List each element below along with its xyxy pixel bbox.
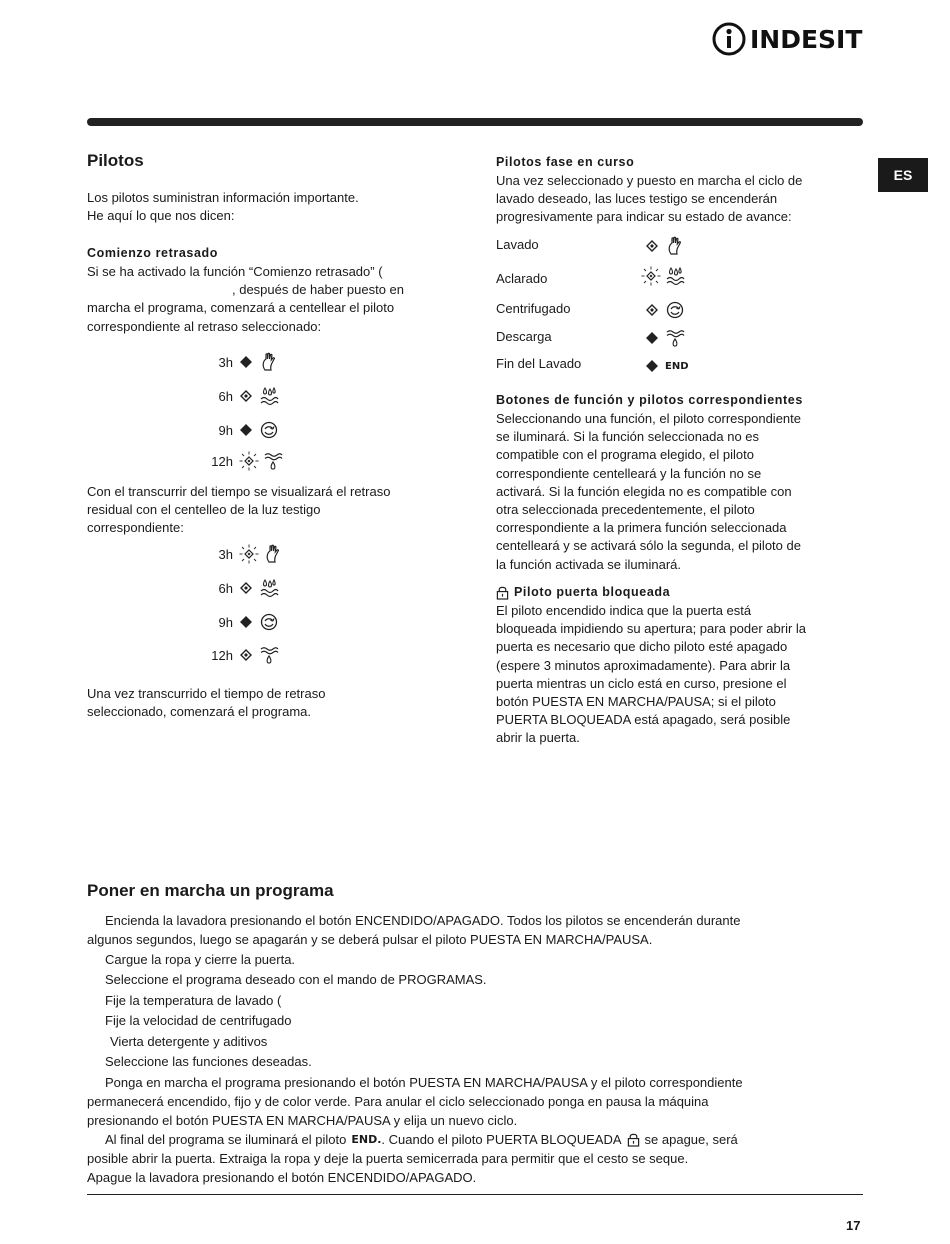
phase-indicator-fin	[645, 359, 689, 373]
delay-line: Si se ha activado la función “Comienzo retrasado” (	[87, 264, 383, 279]
marcha-line: posible abrir la puerta. Extraiga la ropa y deje la puerta semicerrada para permitir que el cesto se seque.	[87, 1151, 689, 1167]
marcha-line: presionando el botón PUESTA EN MARCHA/PAUSA y elija un nuevo ciclo.	[87, 1112, 518, 1128]
residual-text	[87, 483, 457, 538]
drain-icon	[263, 451, 283, 471]
delay-text	[87, 263, 457, 336]
residual-row-12h	[205, 645, 279, 665]
marcha-line-end	[87, 1130, 867, 1150]
buttons-line: compatible con el programa elegido, el piloto	[496, 447, 754, 463]
intro-line: He aquí lo que nos dicen:	[87, 208, 235, 224]
phase-label-descarga: Descarga	[496, 329, 552, 344]
led-off-icon	[239, 581, 253, 595]
residual-row-3h	[205, 544, 283, 564]
buttons-text	[496, 410, 866, 574]
phase-line: progresivamente para indicar su estado de avance:	[496, 209, 792, 225]
delay-row-3h	[205, 352, 279, 372]
buttons-line: Seleccionando una función, el piloto correspondiente	[496, 411, 801, 426]
rinse-icon	[259, 386, 279, 406]
lock-icon	[627, 1132, 640, 1147]
door-line: abrir la puerta.	[496, 730, 580, 746]
delay-row-12h	[205, 451, 283, 471]
phase-indicator-centrifugado	[645, 300, 685, 320]
led-off-icon	[239, 389, 253, 403]
door-lock-title: Piloto puerta bloqueada	[514, 585, 671, 599]
led-blinking-icon	[641, 266, 661, 286]
door-lock-heading	[496, 583, 670, 601]
delay-hour: 6h	[218, 388, 233, 404]
rinse-icon	[665, 266, 685, 286]
door-lock-text	[496, 602, 866, 748]
page-number: 17	[846, 1218, 861, 1233]
residual-row-9h	[205, 612, 279, 632]
led-on-icon	[239, 615, 253, 629]
residual-line: correspondiente:	[87, 520, 184, 536]
phase-indicator-aclarado	[641, 266, 685, 286]
spin-icon	[259, 420, 279, 440]
brand-logo-icon	[712, 22, 746, 56]
phase-label-aclarado: Aclarado	[496, 271, 548, 286]
section-title-marcha: Poner en marcha un programa	[87, 881, 334, 900]
lock-icon	[496, 585, 509, 600]
delay-line: correspondiente al retraso seleccionado:	[87, 318, 322, 334]
spin-icon	[665, 300, 685, 320]
door-line: bloqueada impidiendo su apertura; para poder abrir la	[496, 621, 807, 637]
delay-hour: 6h	[218, 580, 233, 596]
marcha-line: Seleccione las funciones deseadas.	[105, 1054, 312, 1070]
end-icon: END	[665, 360, 689, 372]
end-delay-line: Una vez transcurrido el tiempo de retraso	[87, 686, 326, 701]
drain-icon	[259, 645, 279, 665]
delay-row-9h	[205, 420, 279, 440]
rinse-icon	[259, 578, 279, 598]
marcha-line-part: Al final del programa se iluminará el piloto	[105, 1131, 347, 1147]
buttons-line: la función activada se iluminará.	[496, 556, 681, 572]
door-line: PUERTA BLOQUEADA está apagado, será posible	[496, 712, 791, 728]
delay-hour: 12h	[211, 453, 233, 469]
end-icon: END.	[351, 1132, 382, 1146]
led-blinking-icon	[239, 451, 259, 471]
marcha-line: Seleccione el programa deseado con el mando de PROGRAMAS.	[105, 972, 487, 988]
led-on-icon	[645, 359, 659, 373]
phase-label-fin: Fin del Lavado	[496, 356, 582, 371]
bottom-divider	[87, 1194, 863, 1195]
pilotos-intro	[87, 189, 457, 225]
door-line: puerta es necesario que dicho piloto esté apagado	[496, 639, 788, 655]
buttons-line: otra seleccionada precedentemente, el piloto	[496, 502, 755, 518]
buttons-title: Botones de función y pilotos correspondientes	[496, 393, 803, 407]
end-delay-line: seleccionado, comenzará el programa.	[87, 704, 312, 720]
wash-icon	[263, 544, 283, 564]
delay-hour: 3h	[218, 546, 233, 562]
phase-indicator-lavado	[645, 236, 685, 256]
phase-text	[496, 172, 866, 227]
led-off-icon	[645, 303, 659, 317]
delay-line: , después de haber puesto en	[232, 282, 405, 298]
door-line: puerta mientras un ciclo está en curso, presione el	[496, 675, 787, 691]
marcha-line: Ponga en marcha el programa presionando el botón PUESTA EN MARCHA/PAUSA y el piloto correspondiente	[105, 1074, 743, 1090]
top-divider	[87, 118, 863, 126]
wash-icon	[665, 236, 685, 256]
brand-logo	[712, 22, 862, 56]
door-line: El piloto encendido indica que la puerta está	[496, 603, 752, 618]
door-line: (espere 3 minutos aproximadamente). Para abrir la	[496, 657, 791, 673]
marcha-text	[87, 911, 867, 1187]
led-off-icon	[239, 648, 253, 662]
marcha-line: Vierta detergente y aditivos	[110, 1033, 268, 1049]
buttons-line: activará. Si la función elegida no es compatible con	[496, 483, 792, 499]
led-off-icon	[645, 239, 659, 253]
delay-line: marcha el programa, comenzará a centellear el piloto	[87, 300, 395, 316]
delay-hour: 3h	[218, 354, 233, 370]
marcha-line: Cargue la ropa y cierre la puerta.	[105, 951, 296, 967]
delay-hour: 9h	[218, 614, 233, 630]
residual-line: Con el transcurrir del tiempo se visualizará el retraso	[87, 484, 391, 499]
residual-line: residual con el centelleo de la luz testigo	[87, 502, 321, 518]
marcha-line: Fije la temperatura de lavado (	[105, 992, 282, 1008]
led-on-icon	[645, 331, 659, 345]
delay-title: Comienzo retrasado	[87, 246, 218, 260]
marcha-line: Fije la velocidad de centrifugado	[105, 1013, 292, 1029]
spin-icon	[259, 612, 279, 632]
marcha-line: algunos segundos, luego se apagarán y se deberá pulsar el piloto PUESTA EN MARCHA/PAUSA.	[87, 932, 653, 948]
phase-label-lavado: Lavado	[496, 237, 539, 252]
delay-hour: 9h	[218, 422, 233, 438]
phase-title: Pilotos fase en curso	[496, 155, 635, 169]
buttons-line: correspondiente a la primera función seleccionada	[496, 520, 787, 536]
buttons-line: correspondiente centelleará y la función no se	[496, 465, 762, 481]
delay-row-6h	[205, 386, 279, 406]
marcha-line: Encienda la lavadora presionando el botón ENCENDIDO/APAGADO. Todos los pilotos se encenderán durante	[105, 913, 741, 928]
drain-icon	[665, 328, 685, 348]
marcha-line: permanecerá encendido, fijo y de color verde. Para anular el ciclo seleccionado ponga en pausa la máquina	[87, 1093, 709, 1109]
buttons-line: se iluminará. Si la función seleccionada no es	[496, 429, 760, 445]
intro-line: Los pilotos suministran información importante.	[87, 190, 359, 205]
led-blinking-icon	[239, 544, 259, 564]
phase-line: lavado deseado, las luces testigo se encenderán	[496, 191, 778, 207]
marcha-line: Apague la lavadora presionando el botón ENCENDIDO/APAGADO.	[87, 1170, 477, 1186]
led-on-icon	[239, 423, 253, 437]
delay-hour: 12h	[211, 647, 233, 663]
phase-indicator-descarga	[645, 328, 685, 348]
brand-name: INDESIT	[750, 24, 863, 54]
door-line: botón PUESTA EN MARCHA/PAUSA; si el piloto	[496, 694, 776, 710]
phase-label-centrifugado: Centrifugado	[496, 301, 571, 316]
language-tab: ES	[878, 158, 928, 192]
marcha-line-part: . Cuando el piloto PUERTA BLOQUEADA	[381, 1131, 622, 1147]
residual-row-6h	[205, 578, 279, 598]
led-on-icon	[239, 355, 253, 369]
marcha-line-part: se apague, será	[644, 1131, 738, 1147]
wash-icon	[259, 352, 279, 372]
phase-line: Una vez seleccionado y puesto en marcha el ciclo de	[496, 173, 803, 188]
section-title-pilotos: Pilotos	[87, 151, 144, 170]
buttons-line: centelleará y se activará sólo la segunda, el piloto de	[496, 538, 801, 554]
end-delay-text	[87, 685, 457, 721]
